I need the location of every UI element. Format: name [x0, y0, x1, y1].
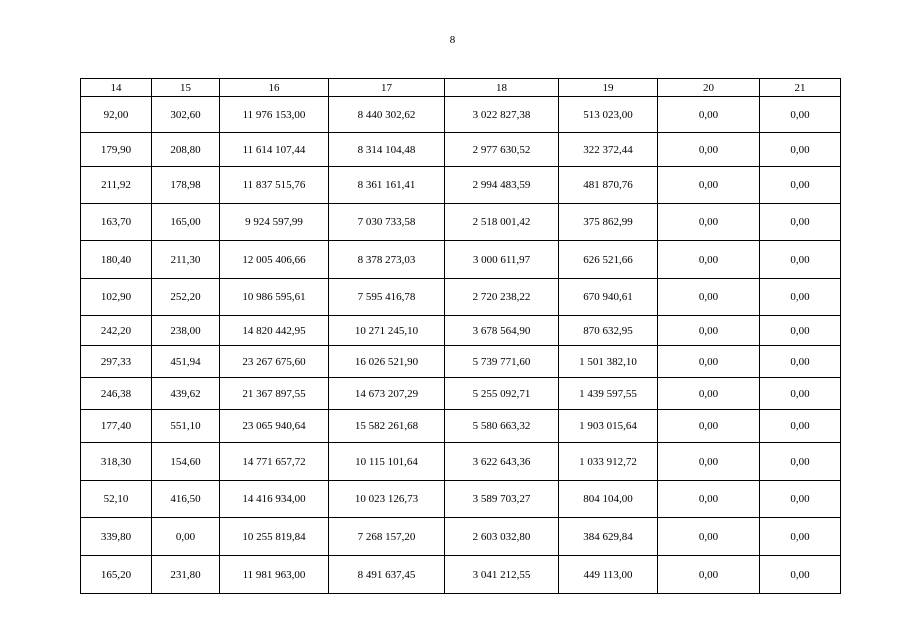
table-cell: 416,50 — [152, 481, 220, 518]
table-cell: 2 518 001,42 — [445, 204, 559, 241]
table-cell: 177,40 — [81, 410, 152, 443]
table-cell: 14 771 657,72 — [220, 443, 329, 481]
table-cell: 11 976 153,00 — [220, 97, 329, 133]
column-header-21: 21 — [760, 79, 841, 97]
table-cell: 451,94 — [152, 346, 220, 378]
table-cell: 0,00 — [760, 167, 841, 204]
table-cell: 0,00 — [658, 443, 760, 481]
table-cell: 165,20 — [81, 556, 152, 594]
table-cell: 238,00 — [152, 316, 220, 346]
table-cell: 0,00 — [658, 279, 760, 316]
table-row — [81, 378, 841, 410]
table-cell: 23 065 940,64 — [220, 410, 329, 443]
table-cell: 165,00 — [152, 204, 220, 241]
table-cell: 3 589 703,27 — [445, 481, 559, 518]
table-row — [81, 346, 841, 378]
table-cell: 0,00 — [658, 346, 760, 378]
table-cell: 178,98 — [152, 167, 220, 204]
table-cell: 92,00 — [81, 97, 152, 133]
table-cell: 231,80 — [152, 556, 220, 594]
table-cell: 0,00 — [658, 378, 760, 410]
table-header — [81, 79, 841, 97]
table-row — [81, 443, 841, 481]
table-cell: 1 903 015,64 — [559, 410, 658, 443]
table-cell: 16 026 521,90 — [329, 346, 445, 378]
table-cell: 7 030 733,58 — [329, 204, 445, 241]
column-header-20: 20 — [658, 79, 760, 97]
table-cell: 1 033 912,72 — [559, 443, 658, 481]
table-cell: 513 023,00 — [559, 97, 658, 133]
table-cell: 23 267 675,60 — [220, 346, 329, 378]
table-cell: 3 022 827,38 — [445, 97, 559, 133]
table-cell: 0,00 — [760, 279, 841, 316]
table-cell: 439,62 — [152, 378, 220, 410]
table-cell: 0,00 — [152, 518, 220, 556]
table-cell: 0,00 — [658, 556, 760, 594]
table-cell: 0,00 — [658, 204, 760, 241]
table-cell: 2 603 032,80 — [445, 518, 559, 556]
table-cell: 0,00 — [760, 97, 841, 133]
table-cell: 9 924 597,99 — [220, 204, 329, 241]
table-cell: 21 367 897,55 — [220, 378, 329, 410]
table-cell: 180,40 — [81, 241, 152, 279]
table-cell: 179,90 — [81, 133, 152, 167]
table-cell: 2 720 238,22 — [445, 279, 559, 316]
table-cell: 804 104,00 — [559, 481, 658, 518]
table-cell: 3 000 611,97 — [445, 241, 559, 279]
table-cell: 10 023 126,73 — [329, 481, 445, 518]
table-cell: 11 981 963,00 — [220, 556, 329, 594]
table-cell: 0,00 — [658, 410, 760, 443]
table-row — [81, 241, 841, 279]
data-table — [80, 78, 841, 594]
column-header-15: 15 — [152, 79, 220, 97]
table-cell: 8 378 273,03 — [329, 241, 445, 279]
table-cell: 0,00 — [658, 481, 760, 518]
table-cell: 0,00 — [760, 241, 841, 279]
table-cell: 14 820 442,95 — [220, 316, 329, 346]
table-cell: 670 940,61 — [559, 279, 658, 316]
table-cell: 0,00 — [658, 133, 760, 167]
table-cell: 0,00 — [760, 204, 841, 241]
column-header-18: 18 — [445, 79, 559, 97]
table-cell: 12 005 406,66 — [220, 241, 329, 279]
table-cell: 0,00 — [658, 167, 760, 204]
table-cell: 339,80 — [81, 518, 152, 556]
table-row — [81, 481, 841, 518]
table-cell: 0,00 — [760, 378, 841, 410]
table-cell: 10 255 819,84 — [220, 518, 329, 556]
table-cell: 5 739 771,60 — [445, 346, 559, 378]
table-cell: 0,00 — [760, 556, 841, 594]
table-cell: 384 629,84 — [559, 518, 658, 556]
table-cell: 5 255 092,71 — [445, 378, 559, 410]
table-cell: 7 595 416,78 — [329, 279, 445, 316]
column-header-16: 16 — [220, 79, 329, 97]
table-cell: 102,90 — [81, 279, 152, 316]
table-cell: 449 113,00 — [559, 556, 658, 594]
table-row — [81, 556, 841, 594]
table-row — [81, 410, 841, 443]
table-cell: 297,33 — [81, 346, 152, 378]
table-cell: 0,00 — [760, 518, 841, 556]
page-number: 8 — [449, 34, 456, 46]
table-cell: 7 268 157,20 — [329, 518, 445, 556]
table-row — [81, 167, 841, 204]
table-cell: 626 521,66 — [559, 241, 658, 279]
table-cell: 10 115 101,64 — [329, 443, 445, 481]
table-cell: 0,00 — [658, 316, 760, 346]
table-cell: 246,38 — [81, 378, 152, 410]
table-cell: 163,70 — [81, 204, 152, 241]
table-cell: 0,00 — [760, 346, 841, 378]
table-cell: 302,60 — [152, 97, 220, 133]
table-cell: 8 491 637,45 — [329, 556, 445, 594]
table-cell: 318,30 — [81, 443, 152, 481]
table-cell: 154,60 — [152, 443, 220, 481]
table-cell: 11 614 107,44 — [220, 133, 329, 167]
table-cell: 242,20 — [81, 316, 152, 346]
table-cell: 481 870,76 — [559, 167, 658, 204]
table-cell: 3 041 212,55 — [445, 556, 559, 594]
table-cell: 0,00 — [658, 241, 760, 279]
table-row — [81, 204, 841, 241]
table-cell: 8 440 302,62 — [329, 97, 445, 133]
table-cell: 870 632,95 — [559, 316, 658, 346]
table-cell: 0,00 — [760, 443, 841, 481]
table-cell: 322 372,44 — [559, 133, 658, 167]
table-cell: 1 439 597,55 — [559, 378, 658, 410]
table-cell: 52,10 — [81, 481, 152, 518]
table-cell: 3 622 643,36 — [445, 443, 559, 481]
table-cell: 8 361 161,41 — [329, 167, 445, 204]
table-row — [81, 518, 841, 556]
table-cell: 10 986 595,61 — [220, 279, 329, 316]
table-cell: 14 416 934,00 — [220, 481, 329, 518]
header-row — [81, 79, 841, 97]
table-cell: 2 994 483,59 — [445, 167, 559, 204]
table-cell: 11 837 515,76 — [220, 167, 329, 204]
table-cell: 15 582 261,68 — [329, 410, 445, 443]
table-cell: 211,30 — [152, 241, 220, 279]
column-header-14: 14 — [81, 79, 152, 97]
table-cell: 211,92 — [81, 167, 152, 204]
table-body — [81, 97, 841, 594]
table-cell: 14 673 207,29 — [329, 378, 445, 410]
table-cell: 551,10 — [152, 410, 220, 443]
table-cell: 208,80 — [152, 133, 220, 167]
table-row — [81, 97, 841, 133]
table-row — [81, 133, 841, 167]
table-cell: 1 501 382,10 — [559, 346, 658, 378]
table-cell: 2 977 630,52 — [445, 133, 559, 167]
table-cell: 0,00 — [760, 410, 841, 443]
table-cell: 252,20 — [152, 279, 220, 316]
table-cell: 0,00 — [760, 133, 841, 167]
table-cell: 375 862,99 — [559, 204, 658, 241]
table-row — [81, 316, 841, 346]
column-header-17: 17 — [329, 79, 445, 97]
table-cell: 0,00 — [760, 481, 841, 518]
table-row — [81, 279, 841, 316]
table-cell: 10 271 245,10 — [329, 316, 445, 346]
column-header-19: 19 — [559, 79, 658, 97]
table-cell: 3 678 564,90 — [445, 316, 559, 346]
table-cell: 0,00 — [760, 316, 841, 346]
table-cell: 0,00 — [658, 97, 760, 133]
table-cell: 0,00 — [658, 518, 760, 556]
table-cell: 5 580 663,32 — [445, 410, 559, 443]
table-cell: 8 314 104,48 — [329, 133, 445, 167]
